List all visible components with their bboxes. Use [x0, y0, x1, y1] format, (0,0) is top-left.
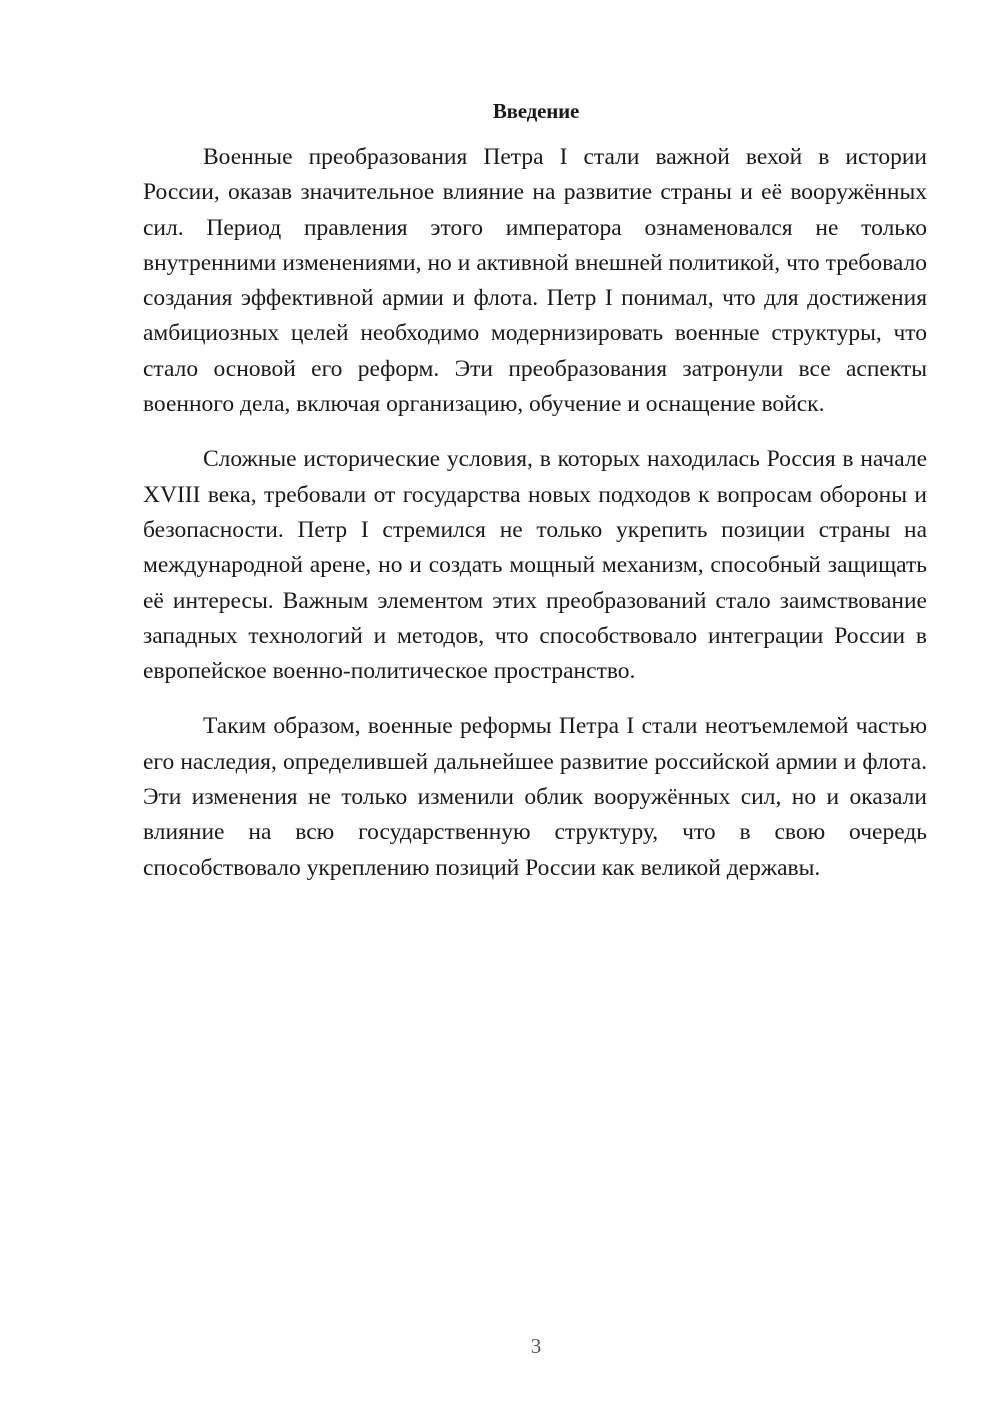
paragraph-2: Сложные исторические условия, в которых находилась Россия в начале XVIII века, требовали от государства новых подходов к вопросам обороны и безопасности. Петр I стремился не только укрепить позиции страны на международной арене, но и создать мощный механизм, способный защищать её интересы. Важным элементом этих преобразований стало заимствование западных технологий и методов, что способствовало интеграции России в европейское военно-политическое пространство. — [143, 446, 927, 685]
paragraph-3: Таким образом, военные реформы Петра I стали неотъемлемой частью его наследия, определившей дальнейшее развитие российской армии и флота. Эти изменения не только изменили облик вооружённых сил, но и оказали влияние на всю государственную структуру, что в свою очередь способствовало укреплению позиций России как великой державы. — [143, 713, 927, 881]
page-number: 3 — [530, 1334, 542, 1358]
paragraph-1: Военные преобразования Петра I стали важной вехой в истории России, оказав значительное влияние на развитие страны и её вооружённых сил. Период правления этого императора ознаменовался не только внутренними изменениями, но и активной внешней политикой, что требовало создания эффективной армии и флота. Петр I понимал, что для достижения амбициозных целей необходимо модернизировать военные структуры, что стало основой его реформ. Эти преобразования затронули все аспекты военного дела, включая организацию, обучение и оснащение войск. — [143, 144, 927, 418]
document-body — [143, 140, 927, 886]
page-title: Введение — [492, 99, 580, 123]
